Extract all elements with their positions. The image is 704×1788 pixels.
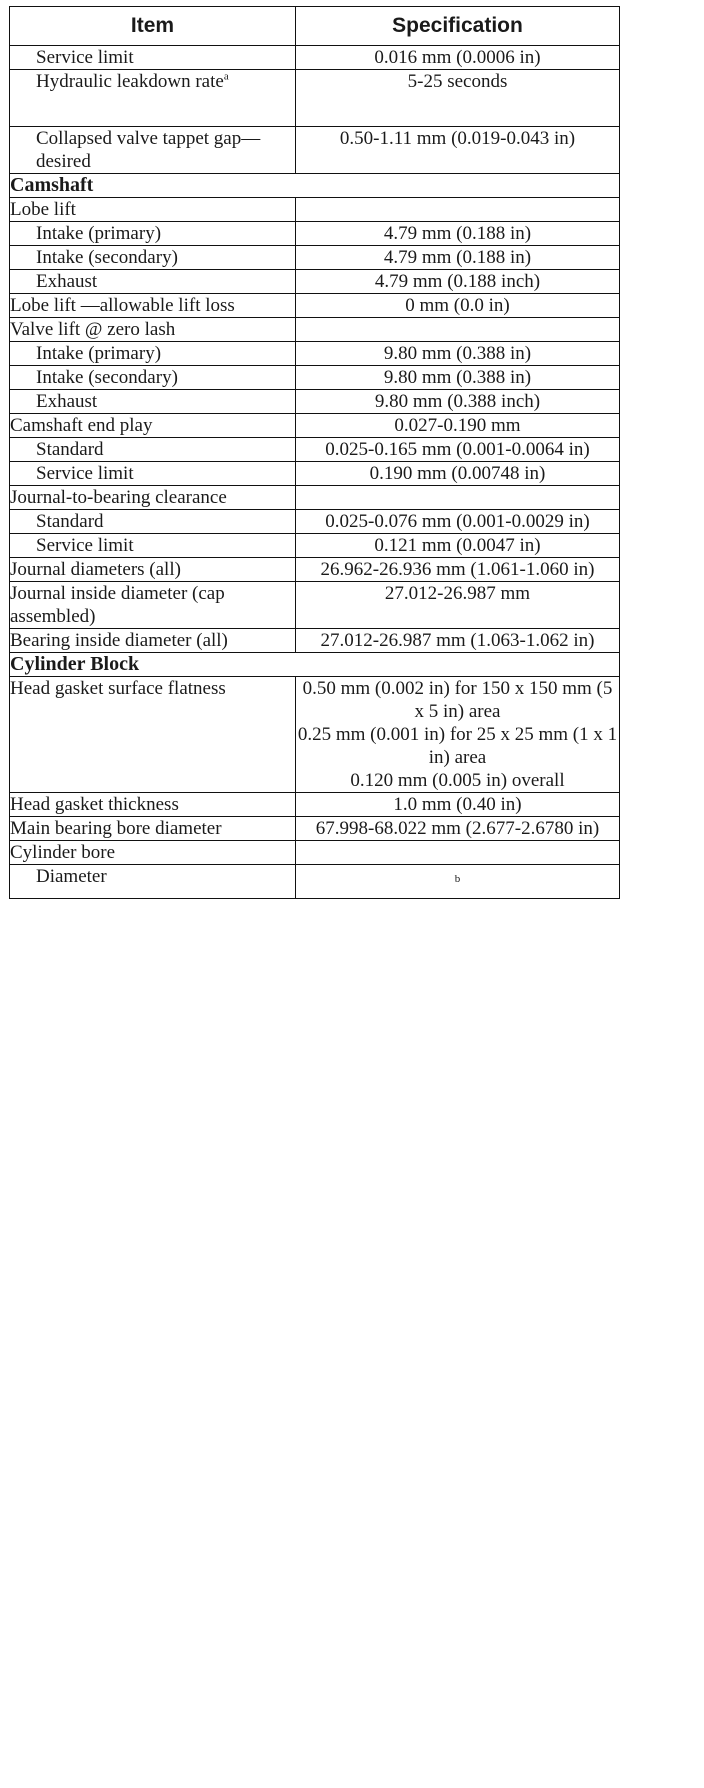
row-item: Standard <box>10 510 296 534</box>
row-item: Standard <box>10 438 296 462</box>
row-item: Service limit <box>10 534 296 558</box>
table-row <box>10 414 620 438</box>
table-row <box>10 817 620 841</box>
row-spec: 4.79 mm (0.188 inch) <box>296 270 620 294</box>
row-spec: 0.190 mm (0.00748 in) <box>296 462 620 486</box>
row-spec: 0.016 mm (0.0006 in) <box>296 46 620 70</box>
row-spec <box>296 318 620 342</box>
table-row <box>10 558 620 582</box>
row-spec: 0.121 mm (0.0047 in) <box>296 534 620 558</box>
table-row <box>10 462 620 486</box>
row-item: Journal inside diameter (cap assembled) <box>10 582 296 629</box>
row-spec <box>296 841 620 865</box>
row-spec <box>296 677 620 793</box>
row-item: Camshaft end play <box>10 414 296 438</box>
table-header-row <box>10 7 620 46</box>
section-title: Camshaft <box>10 174 620 198</box>
table-row <box>10 198 620 222</box>
table-row <box>10 390 620 414</box>
row-item: Main bearing bore diameter <box>10 817 296 841</box>
row-spec: 9.80 mm (0.388 in) <box>296 366 620 390</box>
table-row <box>10 841 620 865</box>
table-row <box>10 127 620 174</box>
row-item: Journal-to-bearing clearance <box>10 486 296 510</box>
section-title: Cylinder Block <box>10 653 620 677</box>
row-spec <box>296 865 620 899</box>
row-item: Collapsed valve tappet gap—desired <box>10 127 296 174</box>
table-row <box>10 677 620 793</box>
row-item: Service limit <box>10 462 296 486</box>
row-item: Intake (primary) <box>10 342 296 366</box>
item-column-header: Item <box>10 7 296 46</box>
table-row <box>10 222 620 246</box>
row-spec: 0.025-0.165 mm (0.001-0.0064 in) <box>296 438 620 462</box>
spec-line: 0.50 mm (0.002 in) for 150 x 150 mm (5 x 5 in) area <box>302 678 613 722</box>
row-item-text: Hydraulic leakdown rate <box>36 71 224 92</box>
table-row <box>10 438 620 462</box>
row-item: Diameter <box>10 865 296 899</box>
section-row-camshaft <box>10 174 620 198</box>
row-spec: 67.998-68.022 mm (2.677-2.6780 in) <box>296 817 620 841</box>
row-item: Intake (secondary) <box>10 246 296 270</box>
row-item: Bearing inside diameter (all) <box>10 629 296 653</box>
row-item: Head gasket thickness <box>10 793 296 817</box>
footnote-marker: b <box>454 873 461 885</box>
table-row <box>10 318 620 342</box>
row-item: Service limit <box>10 46 296 70</box>
row-spec: 1.0 mm (0.40 in) <box>296 793 620 817</box>
row-spec: 4.79 mm (0.188 in) <box>296 246 620 270</box>
row-item: Intake (secondary) <box>10 366 296 390</box>
row-item: Exhaust <box>10 270 296 294</box>
table-row <box>10 70 620 127</box>
row-spec: 5-25 seconds <box>296 70 620 127</box>
row-item <box>10 70 296 127</box>
row-spec: 4.79 mm (0.188 in) <box>296 222 620 246</box>
table-row <box>10 486 620 510</box>
row-item: Exhaust <box>10 390 296 414</box>
row-item: Lobe lift —allowable lift loss <box>10 294 296 318</box>
row-spec: 26.962-26.936 mm (1.061-1.060 in) <box>296 558 620 582</box>
table-row <box>10 510 620 534</box>
section-row-cylinder-block <box>10 653 620 677</box>
row-spec: 27.012-26.987 mm (1.063-1.062 in) <box>296 629 620 653</box>
row-item: Journal diameters (all) <box>10 558 296 582</box>
table-row <box>10 366 620 390</box>
table-row <box>10 629 620 653</box>
row-item: Cylinder bore <box>10 841 296 865</box>
table-row <box>10 793 620 817</box>
footnote-marker: a <box>223 70 229 83</box>
table-row <box>10 294 620 318</box>
row-spec <box>296 486 620 510</box>
table-row <box>10 246 620 270</box>
row-spec: 9.80 mm (0.388 inch) <box>296 390 620 414</box>
row-spec: 0.025-0.076 mm (0.001-0.0029 in) <box>296 510 620 534</box>
row-spec: 0.027-0.190 mm <box>296 414 620 438</box>
row-spec: 0 mm (0.0 in) <box>296 294 620 318</box>
table-row <box>10 865 620 899</box>
table-row <box>10 534 620 558</box>
row-spec: 27.012-26.987 mm <box>296 582 620 629</box>
row-spec <box>296 198 620 222</box>
spec-line: 0.120 mm (0.005 in) overall <box>350 770 565 791</box>
row-item: Lobe lift <box>10 198 296 222</box>
row-spec: 9.80 mm (0.388 in) <box>296 342 620 366</box>
table-row <box>10 342 620 366</box>
row-spec: 0.50-1.11 mm (0.019-0.043 in) <box>296 127 620 174</box>
specification-column-header: Specification <box>296 7 620 46</box>
row-item: Intake (primary) <box>10 222 296 246</box>
table-row <box>10 582 620 629</box>
table-row <box>10 46 620 70</box>
table-row <box>10 270 620 294</box>
spec-line: 0.25 mm (0.001 in) for 25 x 25 mm (1 x 1 in) area <box>297 724 618 768</box>
row-item: Head gasket surface flatness <box>10 677 296 793</box>
specification-table <box>9 6 620 899</box>
row-item: Valve lift @ zero lash <box>10 318 296 342</box>
